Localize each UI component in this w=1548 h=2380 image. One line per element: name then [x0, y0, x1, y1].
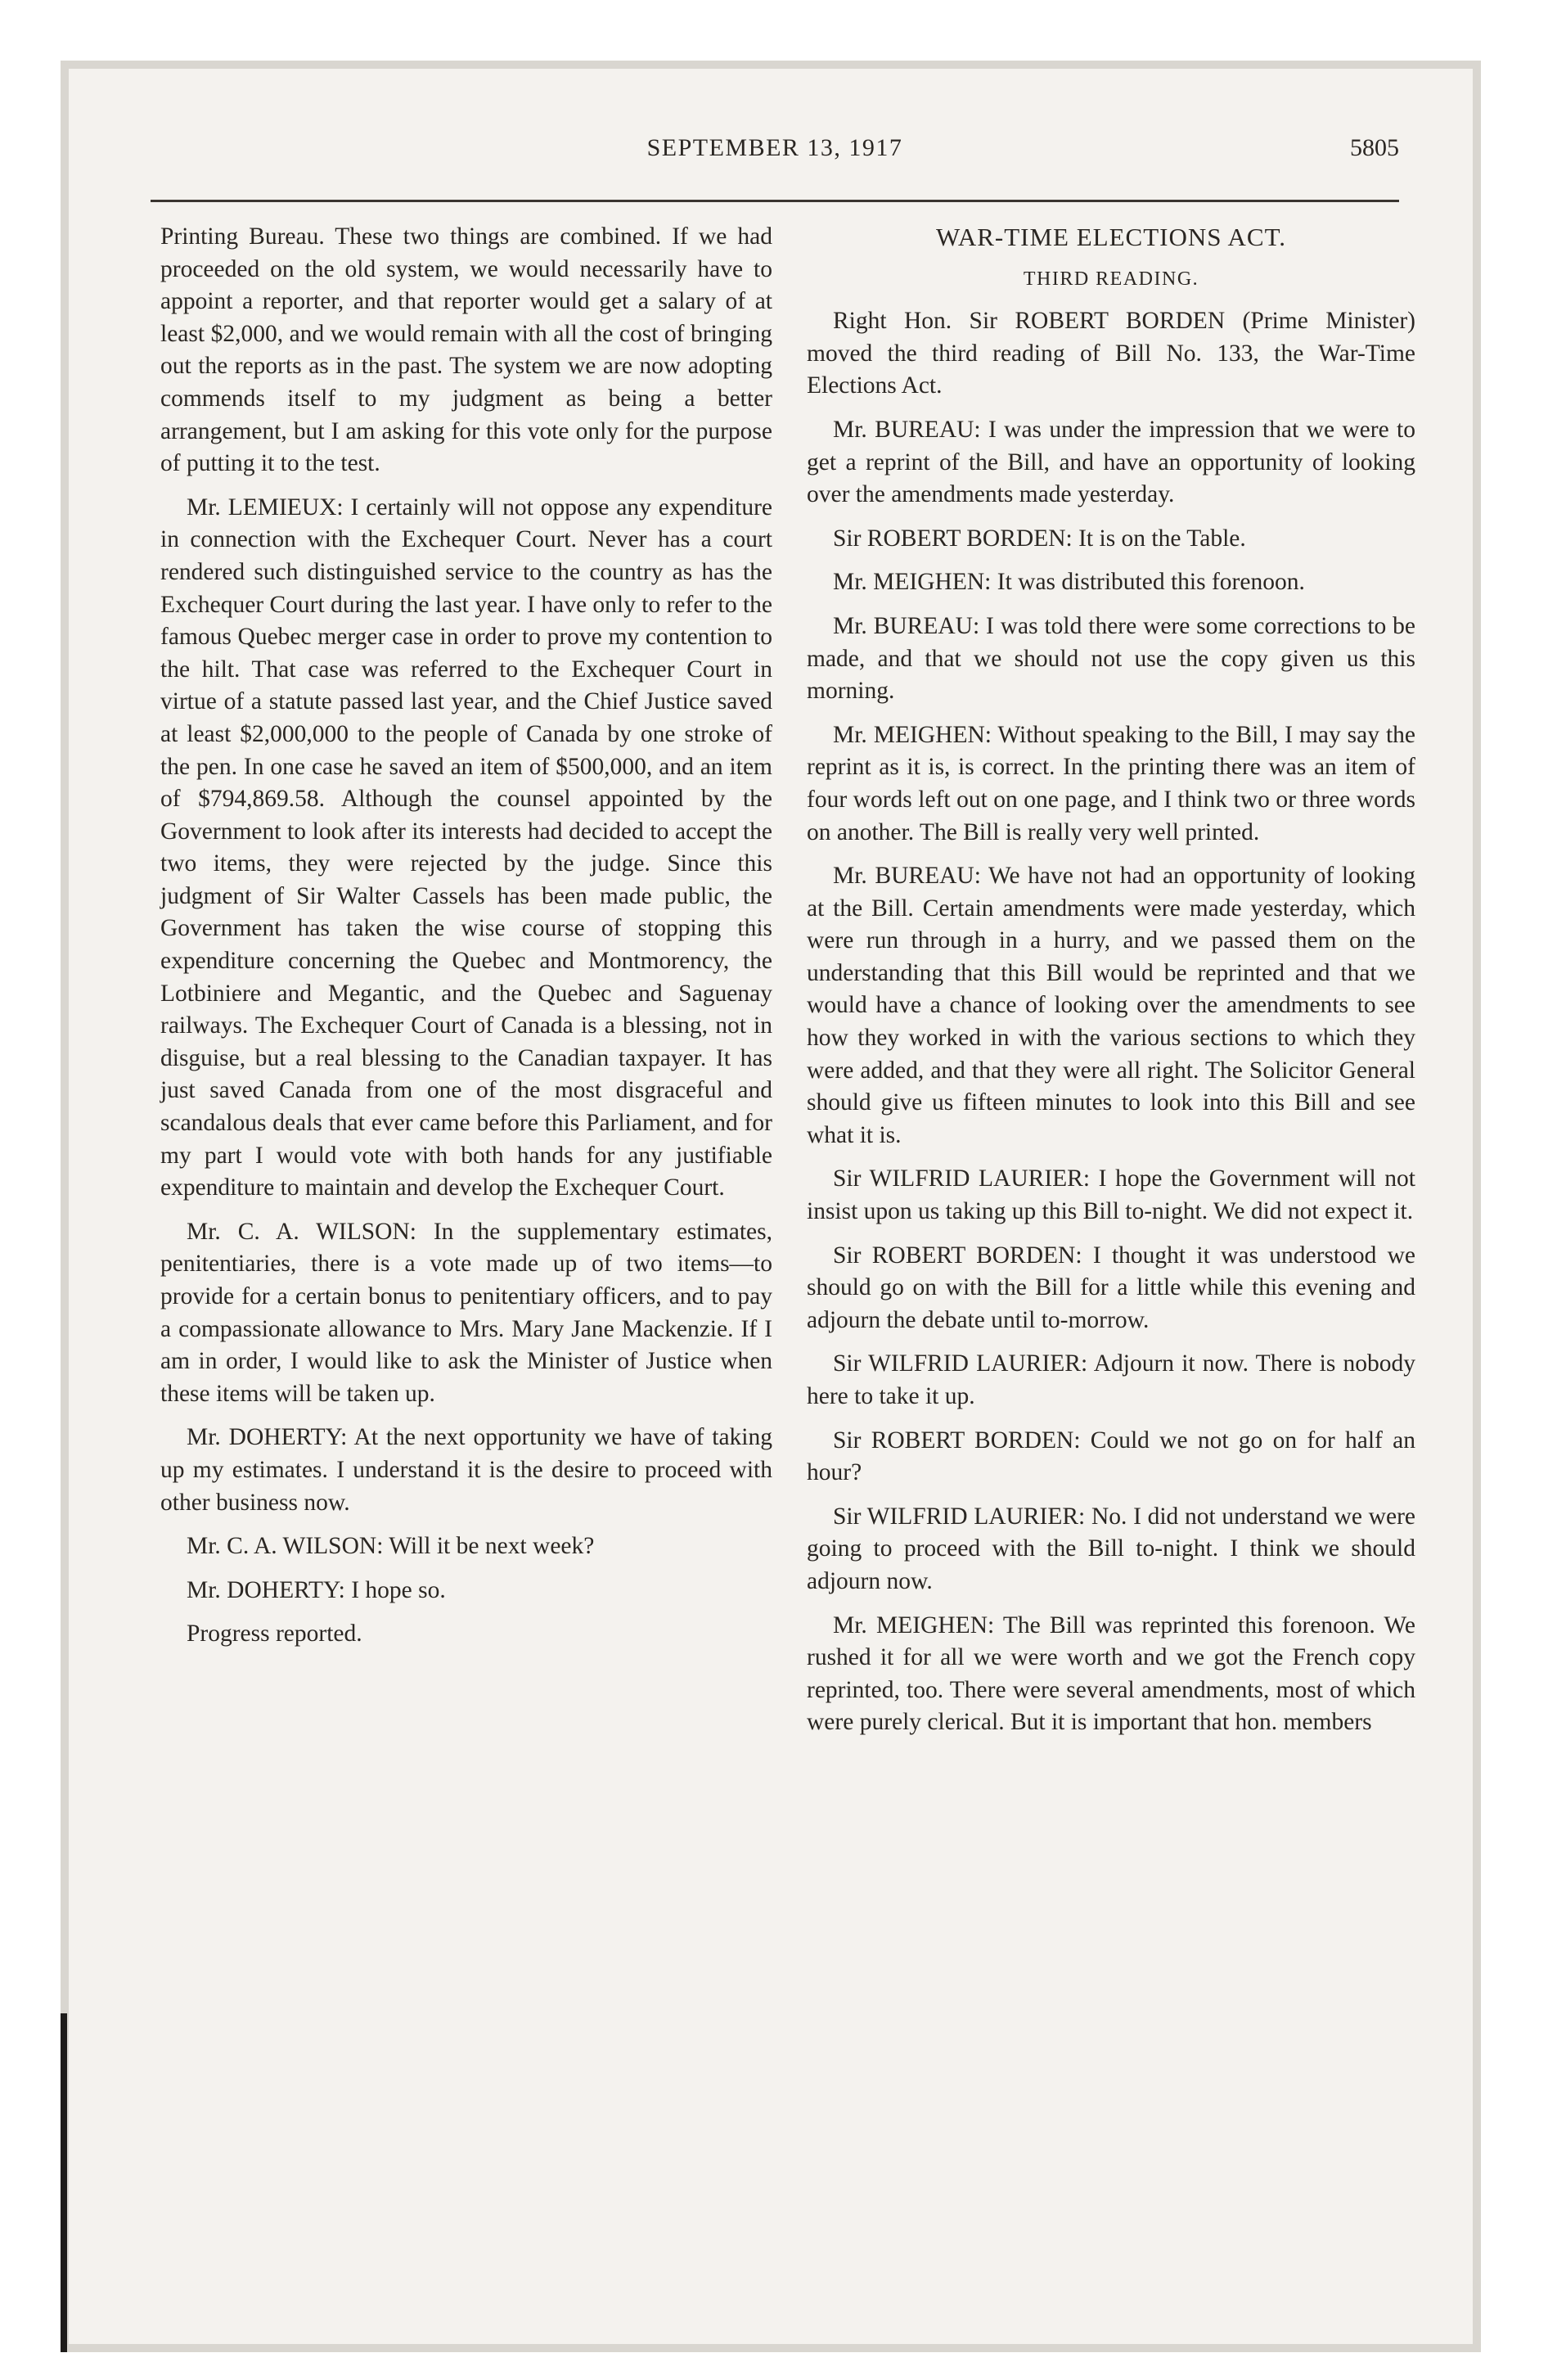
- paragraph: Sir WILFRID LAURIER: I hope the Government will not insist upon us taking up this Bill to-night. We did not expect it.: [807, 1165, 1415, 1225]
- left-column: [160, 221, 772, 1662]
- paragraph: Mr. MEIGHEN: Without speaking to the Bill, I may say the reprint as it is, is correct. In the printing there was an item of four words left out on one page, and I think two or three words on another. The Bill is really very well printed.: [807, 721, 1415, 845]
- section-subheading: THIRD READING.: [1023, 268, 1199, 290]
- paragraph: Right Hon. Sir ROBERT BORDEN (Prime Minister) moved the third reading of Bill No. 133, the War-Time Elections Act.: [807, 308, 1415, 399]
- right-column: [807, 221, 1415, 1751]
- header-rule: [151, 200, 1399, 202]
- paragraph: Mr. BUREAU: I was under the impression that we were to get a reprint of the Bill, and have an opportunity of looking over the amendments made yesterday.: [807, 416, 1415, 508]
- page-number: 5805: [1350, 134, 1399, 161]
- paragraph: Mr. C. A. WILSON: In the supplementary estimates, penitentiaries, there is a vote made up of two items—to provide for a certain bonus to penitentiary officers, and to pay a compassionate allowance to Mrs. Mary Jane Mackenzie. If I am in order, I would like to ask the Minister of Justice when these items will be taken up.: [160, 1218, 772, 1407]
- paragraph: Mr. DOHERTY: I hope so.: [187, 1576, 446, 1603]
- paragraph: Progress reported.: [187, 1620, 362, 1648]
- paragraph: Mr. BUREAU: I was told there were some corrections to be made, and that we should not use the copy given us this morning.: [807, 612, 1415, 705]
- section-heading: WAR-TIME ELECTIONS ACT.: [936, 223, 1286, 251]
- paragraph: Sir ROBERT BORDEN: I thought it was understood we should go on with the Bill for a little while this evening and adjourn the debate until to-morrow.: [807, 1242, 1415, 1333]
- paragraph: Mr. MEIGHEN: The Bill was reprinted this forenoon. We rushed it for all we were worth and we got the French copy reprinted, too. There were several amendments, most of which were purely clerical. But it is important that hon. members: [807, 1611, 1415, 1736]
- paragraph: Sir WILFRID LAURIER: Adjourn it now. There is nobody here to take it up.: [807, 1350, 1415, 1409]
- binding-edge: [61, 2013, 67, 2352]
- paragraph: Printing Bureau. These two things are combined. If we had proceeded on the old system, we would necessarily have to appoint a reporter, and that reporter would get a salary of at least $2,000, and we would remain with all the cost of bringing out the reports as in the past. The system we are now adopting commends itself to my judgment as being a better arrangement, but I am asking for this vote only for the purpose of putting it to the test.: [160, 223, 772, 477]
- page-date: SEPTEMBER 13, 1917: [646, 134, 903, 161]
- paragraph: Sir ROBERT BORDEN: Could we not go on for half an hour?: [807, 1427, 1415, 1486]
- paragraph: Mr. DOHERTY: At the next opportunity we have of taking up my estimates. I understand it is the desire to proceed with other business now.: [160, 1424, 772, 1516]
- paragraph: Mr. BUREAU: We have not had an opportunity of looking at the Bill. Certain amendments were made yesterday, which were run through in a hurry, and we passed them on the understanding that this Bill would be reprinted and that we would have a chance of looking over the amendments to see how they worked in with the various sections to which they were added, and that they were all right. The Solicitor General should give us fifteen minutes to look into this Bill and see what it is.: [807, 863, 1415, 1148]
- paragraph: Mr. LEMIEUX: I certainly will not oppose any expenditure in connection with the Exchequer Court. Never has a court rendered such distinguished service to the country as has the Exchequer Court during the last year. I have only to refer to the famous Quebec merger case in order to prove my contention to the hilt. That case was referred to the Exchequer Court in virtue of a statute passed last year, and the Chief Justice saved at least $2,000,000 to the people of Canada by one stroke of the pen. In one case he saved an item of $500,000, and an item of $794,869.58. Although the counsel appointed by the Government to look after its interests had decided to accept the two items, they were rejected by the judge. Since this judgment of Sir Walter Cassels has been made public, the Government has taken the wise course of stopping this expenditure concerning the Quebec and Montmorency, the Lotbiniere and Megantic, and the Quebec and Saguenay railways. The Exchequer Court of Canada is a blessing, not in disguise, but a real blessing to the Canadian taxpayer. It has just saved Canada from one of the most disgraceful and scandalous deals that ever came before this Parliament, and for my part I would vote with both hands for any justifiable expenditure to maintain and develop the Exchequer Court.: [160, 494, 772, 1201]
- paragraph: Mr. MEIGHEN: It was distributed this forenoon.: [833, 569, 1305, 596]
- paragraph: Mr. C. A. WILSON: Will it be next week?: [187, 1533, 595, 1560]
- running-head: [151, 129, 1399, 170]
- paragraph: Sir ROBERT BORDEN: It is on the Table.: [833, 525, 1246, 552]
- paragraph: Sir WILFRID LAURIER: No. I did not understand we were going to proceed with the Bill to-night. I think we should adjourn now.: [807, 1503, 1415, 1594]
